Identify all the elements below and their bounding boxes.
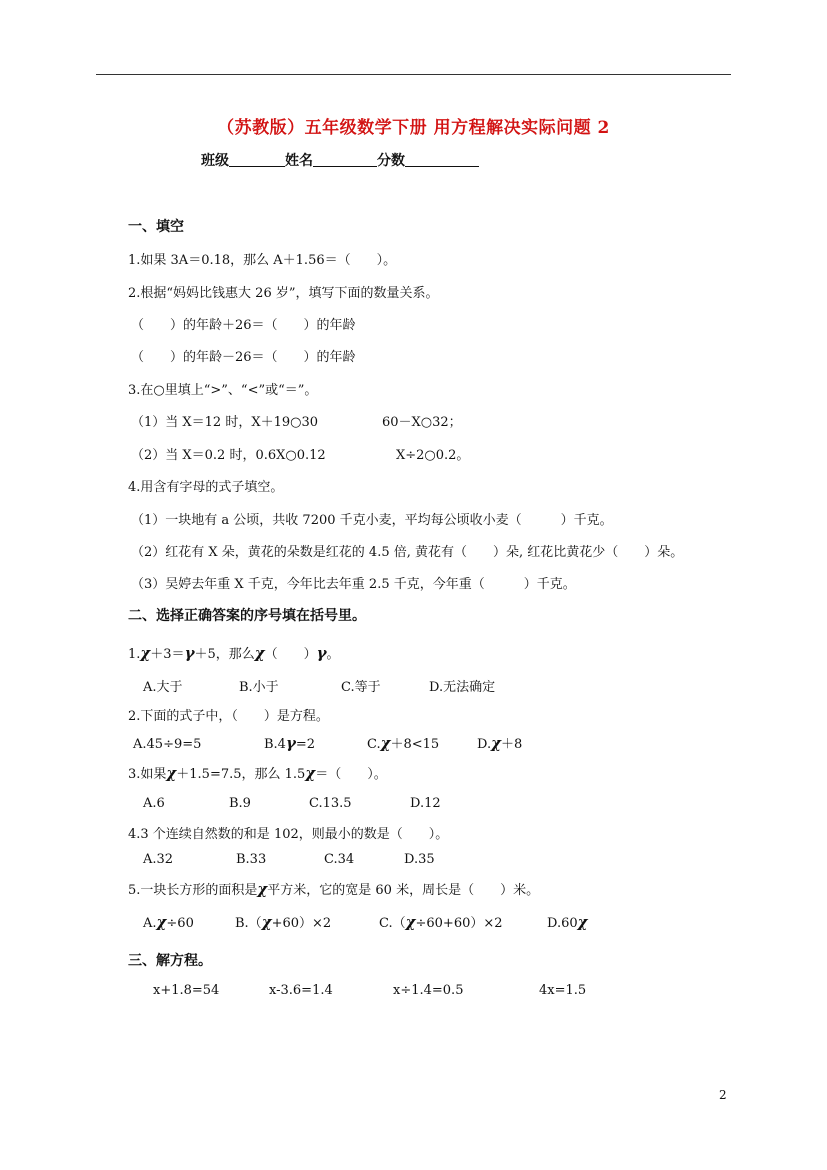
score-blank[interactable] [405, 152, 479, 167]
cq1-text-b: ＋5，那么 [194, 647, 255, 662]
student-info-line [201, 150, 479, 170]
cq5-a-pre: A. [143, 916, 157, 931]
fill-question-3b-part2: X÷2○0.2。 [396, 448, 470, 463]
fill-question-3: 3.在○里填上“>”、“<”或“＝”。 [128, 383, 318, 398]
name-blank[interactable] [313, 152, 377, 167]
cq2-c-pre: C. [367, 737, 381, 752]
fill-question-4: 4.用含有字母的式子填空。 [128, 480, 284, 495]
cq1-option-d[interactable]: D.无法确定 [429, 680, 496, 695]
fill-question-3a [131, 411, 462, 430]
cq1-text-c: （ ） [264, 647, 317, 662]
cq1-option-b[interactable]: B.小于 [239, 680, 279, 695]
cq4-option-c[interactable]: C.34 [324, 852, 355, 867]
header-rule [96, 74, 731, 75]
class-label: 班级 [201, 153, 229, 169]
cq5-option-c[interactable] [379, 912, 547, 931]
equation-3: x÷1.4=0.5 [393, 983, 464, 998]
cq2-d-var: χ [491, 734, 501, 752]
cq5-b-var: χ [261, 913, 272, 931]
choice-question-4: 4.3 个连续自然数的和是 102，则最小的数是（ ）。 [128, 827, 449, 842]
cq5-var-x: χ [257, 880, 268, 898]
cq3-end: ＝（ ）。 [315, 767, 387, 782]
equation-2: x-3.6=1.4 [269, 983, 333, 998]
section-heading-equations: 三、解方程。 [128, 953, 212, 969]
cq4-option-b[interactable]: B.33 [236, 852, 267, 867]
cq1-var-x2: χ [254, 644, 265, 662]
cq5-d-pre: D.60 [547, 916, 578, 931]
fill-question-2a: （ ）的年龄＋26＝（ ）的年龄 [131, 318, 356, 333]
cq2-b-post: =2 [295, 737, 316, 752]
cq2-c-post: ＋8<15 [390, 737, 440, 752]
fill-question-4c: （3）吴婷去年重 X 千克，今年比去年重 2.5 千克，今年重（ ）千克。 [131, 577, 576, 592]
cq1-option-c[interactable]: C.等于 [341, 680, 381, 695]
choice-question-5 [128, 879, 539, 898]
fill-question-2b: （ ）的年龄－26＝（ ）的年龄 [131, 350, 356, 365]
fill-question-2: 2.根据“妈妈比钱惠大 26 岁”，填写下面的数量关系。 [128, 286, 439, 301]
cq5-b-post: +60）×2 [271, 916, 332, 931]
page-title: （苏教版）五年级数学下册 用方程解决实际问题 2 [217, 118, 610, 138]
cq2-d-pre: D. [477, 737, 492, 752]
cq2-option-c[interactable] [367, 733, 477, 752]
cq4-option-a[interactable]: A.32 [143, 852, 174, 867]
cq5-a-var: χ [156, 913, 167, 931]
cq4-option-d[interactable]: D.35 [404, 852, 435, 867]
choice-question-3 [128, 763, 387, 782]
equation-4: 4x=1.5 [539, 983, 587, 998]
cq5-b-pre: B.（ [235, 916, 262, 931]
choice-question-1-options [143, 676, 495, 695]
cq2-c-var: χ [380, 734, 391, 752]
fill-question-1: 1.如果 3A＝0.18，那么 A＋1.56＝（ ）。 [128, 253, 397, 268]
cq5-option-a[interactable] [143, 913, 235, 931]
choice-question-1 [128, 643, 340, 662]
cq1-option-a[interactable]: A.大于 [143, 680, 183, 695]
score-label: 分数 [377, 153, 405, 169]
cq5-d-var: χ [577, 913, 588, 931]
section-heading-fill: 一、填空 [128, 219, 184, 235]
cq1-text-a: ＋3＝ [150, 647, 185, 662]
cq1-var-x: χ [140, 644, 151, 662]
cq3-var-x2: χ [305, 764, 316, 782]
name-label: 姓名 [285, 153, 313, 169]
page-number: 2 [719, 1088, 727, 1102]
class-blank[interactable] [229, 152, 285, 167]
section-heading-choice: 二、选择正确答案的序号填在括号里。 [128, 608, 366, 624]
choice-question-2-options [133, 733, 522, 752]
cq3-option-c[interactable]: C.13.5 [309, 796, 352, 811]
cq5-option-b[interactable] [235, 912, 379, 931]
fill-question-3b [131, 444, 470, 463]
cq3-option-d[interactable]: D.12 [410, 796, 441, 811]
cq5-option-d[interactable] [547, 913, 588, 931]
choice-question-3-options [143, 796, 441, 811]
cq3-option-a[interactable]: A.6 [143, 796, 165, 811]
cq5-pre: 5.一块长方形的面积是 [128, 883, 258, 898]
cq2-option-a[interactable]: A.45÷9=5 [133, 737, 202, 752]
choice-question-4-options [143, 852, 435, 867]
cq2-b-pre: B.4 [264, 737, 286, 752]
cq3-mid: ＋1.5=7.5，那么 1.5 [176, 767, 306, 782]
cq2-option-d[interactable] [477, 734, 523, 752]
cq1-end: 。 [326, 647, 340, 662]
cq1-var-y2: γ [316, 644, 327, 662]
cq5-end: 平方米，它的宽是 60 米，周长是（ ）米。 [267, 883, 540, 898]
cq3-pre: 3.如果 [128, 767, 167, 782]
cq2-option-b[interactable] [264, 734, 367, 752]
cq2-b-var: γ [285, 734, 296, 752]
cq3-option-b[interactable]: B.9 [229, 796, 251, 811]
cq1-var-y: γ [184, 644, 195, 662]
equation-1: x+1.8=54 [153, 983, 220, 998]
cq5-c-post: ÷60+60）×2 [415, 916, 503, 931]
cq5-c-pre: C.（ [379, 916, 406, 931]
cq5-c-var: χ [405, 913, 416, 931]
cq1-prefix: 1. [128, 647, 141, 662]
fill-question-3a-part1: （1）当 X＝12 时，X＋19○30 [131, 415, 319, 430]
choice-question-5-options [143, 912, 588, 931]
cq3-var-x: χ [166, 764, 177, 782]
choice-question-2: 2.下面的式子中，（ ）是方程。 [128, 709, 329, 724]
fill-question-3a-part2: 60－X○32； [382, 415, 462, 430]
fill-question-3b-part1: （2）当 X＝0.2 时，0.6X○0.12 [131, 448, 326, 463]
cq5-a-post: ÷60 [166, 916, 194, 931]
fill-question-4b: （2）红花有 X 朵，黄花的朵数是红花的 4.5 倍, 黄花有（ ）朵, 红花比黄花少（ ）朵。 [131, 545, 684, 560]
fill-question-4a: （1）一块地有 a 公顷，共收 7200 千克小麦，平均每公顷收小麦（ ）千克。 [131, 513, 613, 528]
cq2-d-post: ＋8 [500, 737, 523, 752]
equations-row [153, 983, 586, 998]
